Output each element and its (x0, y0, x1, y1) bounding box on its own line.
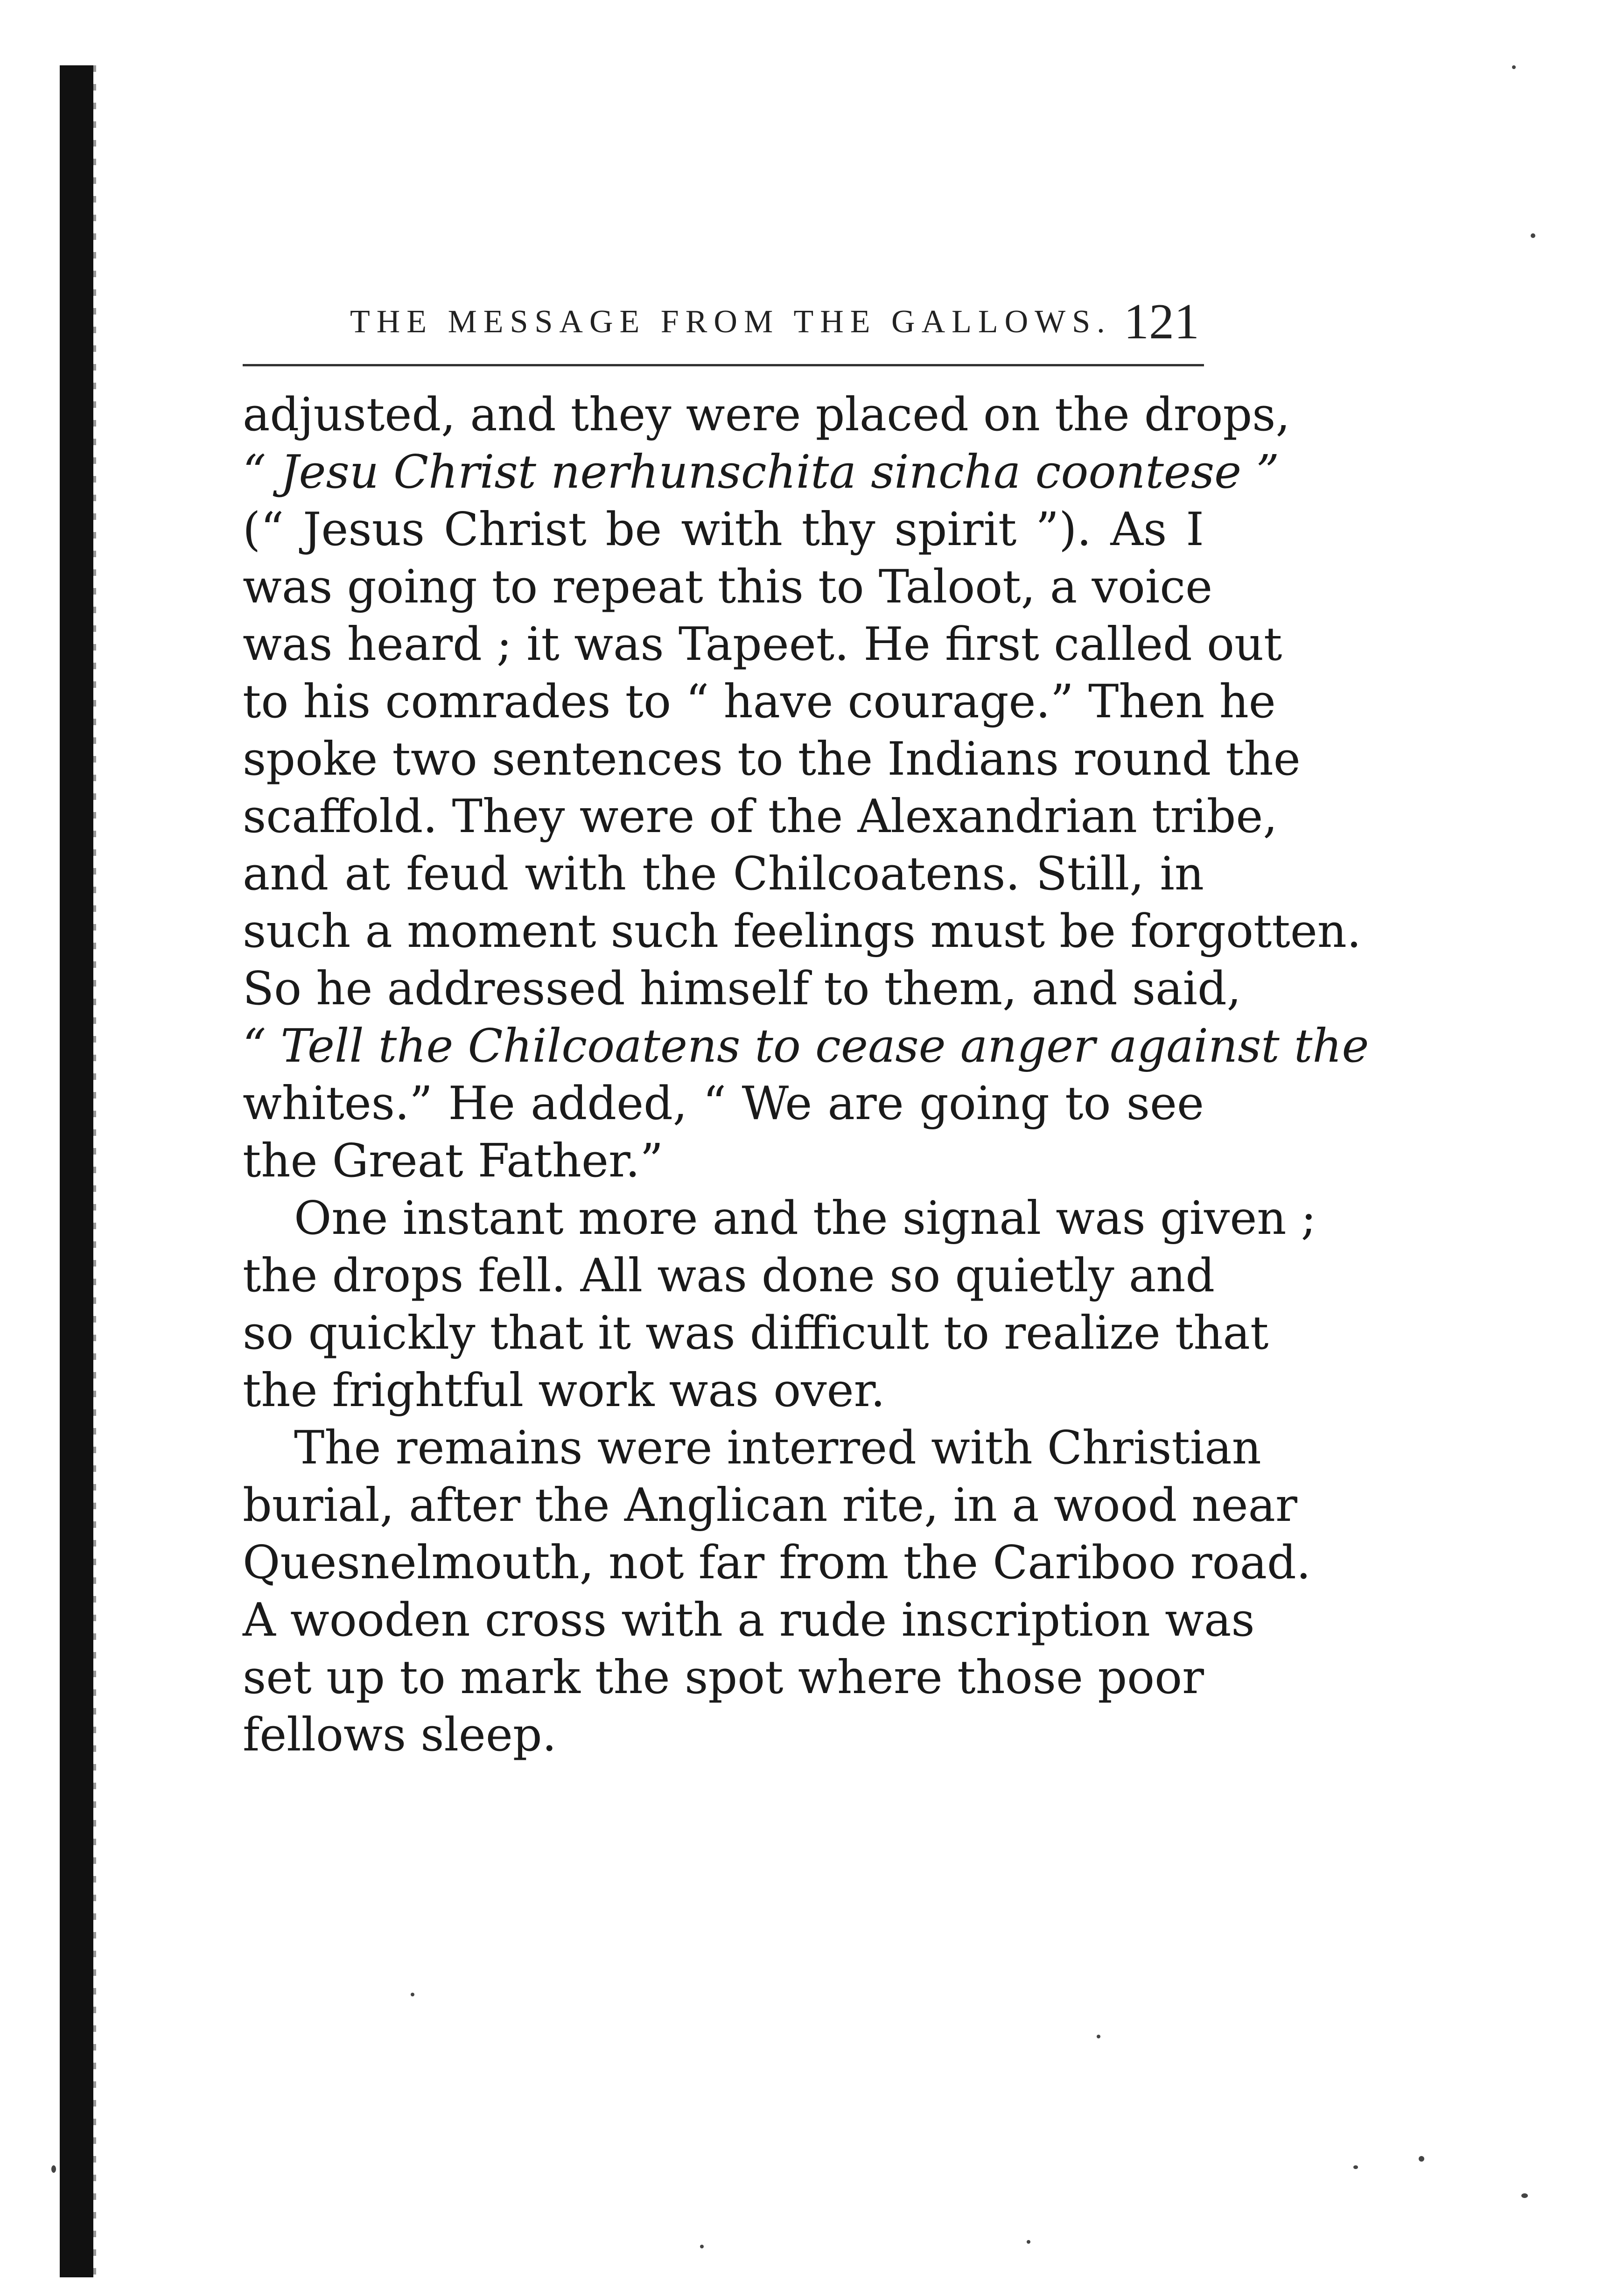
speck (1419, 2156, 1424, 2162)
text-line: The remains were interred with Christian (294, 1421, 1261, 1475)
speck (1521, 2193, 1528, 2198)
page-text-block (243, 289, 1369, 1762)
text-line: whites.” He added, “ We are going to see (243, 1077, 1204, 1130)
text-line: fellows sleep. (243, 1708, 557, 1762)
text-line: so quickly that it was difficult to realize that (243, 1307, 1269, 1360)
speck (1097, 2035, 1100, 2038)
page-number: 121 (1124, 294, 1199, 350)
body-text (243, 386, 1369, 1764)
text-line: (“ Jesus Christ be with thy spirit ”). As I (243, 503, 1204, 556)
text-line: was going to repeat this to Taloot, a voice (243, 560, 1213, 614)
speck (700, 2245, 704, 2248)
text-line: “ Jesu Christ nerhunschita sincha coontese ” (243, 446, 1280, 499)
speck (1353, 2165, 1358, 2169)
text-line: set up to mark the spot where those poor (243, 1651, 1204, 1704)
text-line: One instant more and the signal was given ; (294, 1192, 1316, 1245)
text-line: and at feud with the Chilcoatens. Still, in (243, 847, 1204, 901)
text-line: the drops fell. All was done so quietly and (243, 1249, 1215, 1302)
text-line: Quesnelmouth, not far from the Cariboo road. (243, 1536, 1311, 1589)
speck (1531, 233, 1535, 238)
speck (1027, 2240, 1030, 2244)
speck (51, 2165, 56, 2173)
text-line: burial, after the Anglican rite, in a wood near (243, 1479, 1297, 1532)
running-title: THE MESSAGE FROM THE GALLOWS. (350, 304, 1112, 340)
text-line: was heard ; it was Tapeet. He first called out (243, 618, 1282, 671)
header-rule (243, 364, 1204, 366)
text-line: A wooden cross with a rude inscription was (243, 1594, 1255, 1647)
text-line: the frightful work was over. (243, 1364, 885, 1417)
text-line: such a moment such feelings must be forgotten. (243, 905, 1362, 958)
binding-edge (60, 65, 93, 2277)
text-line: to his comrades to “ have courage.” Then he (243, 675, 1276, 728)
text-line: scaffold. They were of the Alexandrian tribe, (243, 790, 1278, 843)
speck (411, 1993, 414, 1996)
running-head (243, 289, 1204, 355)
text-line: So he addressed himself to them, and said, (243, 962, 1241, 1015)
text-line: spoke two sentences to the Indians round the (243, 733, 1301, 786)
text-line: “ Tell the Chilcoatens to cease anger against the (243, 1020, 1369, 1073)
text-line: the Great Father.” (243, 1134, 664, 1188)
speck (1512, 65, 1516, 69)
text-line: adjusted, and they were placed on the drops, (243, 388, 1290, 441)
